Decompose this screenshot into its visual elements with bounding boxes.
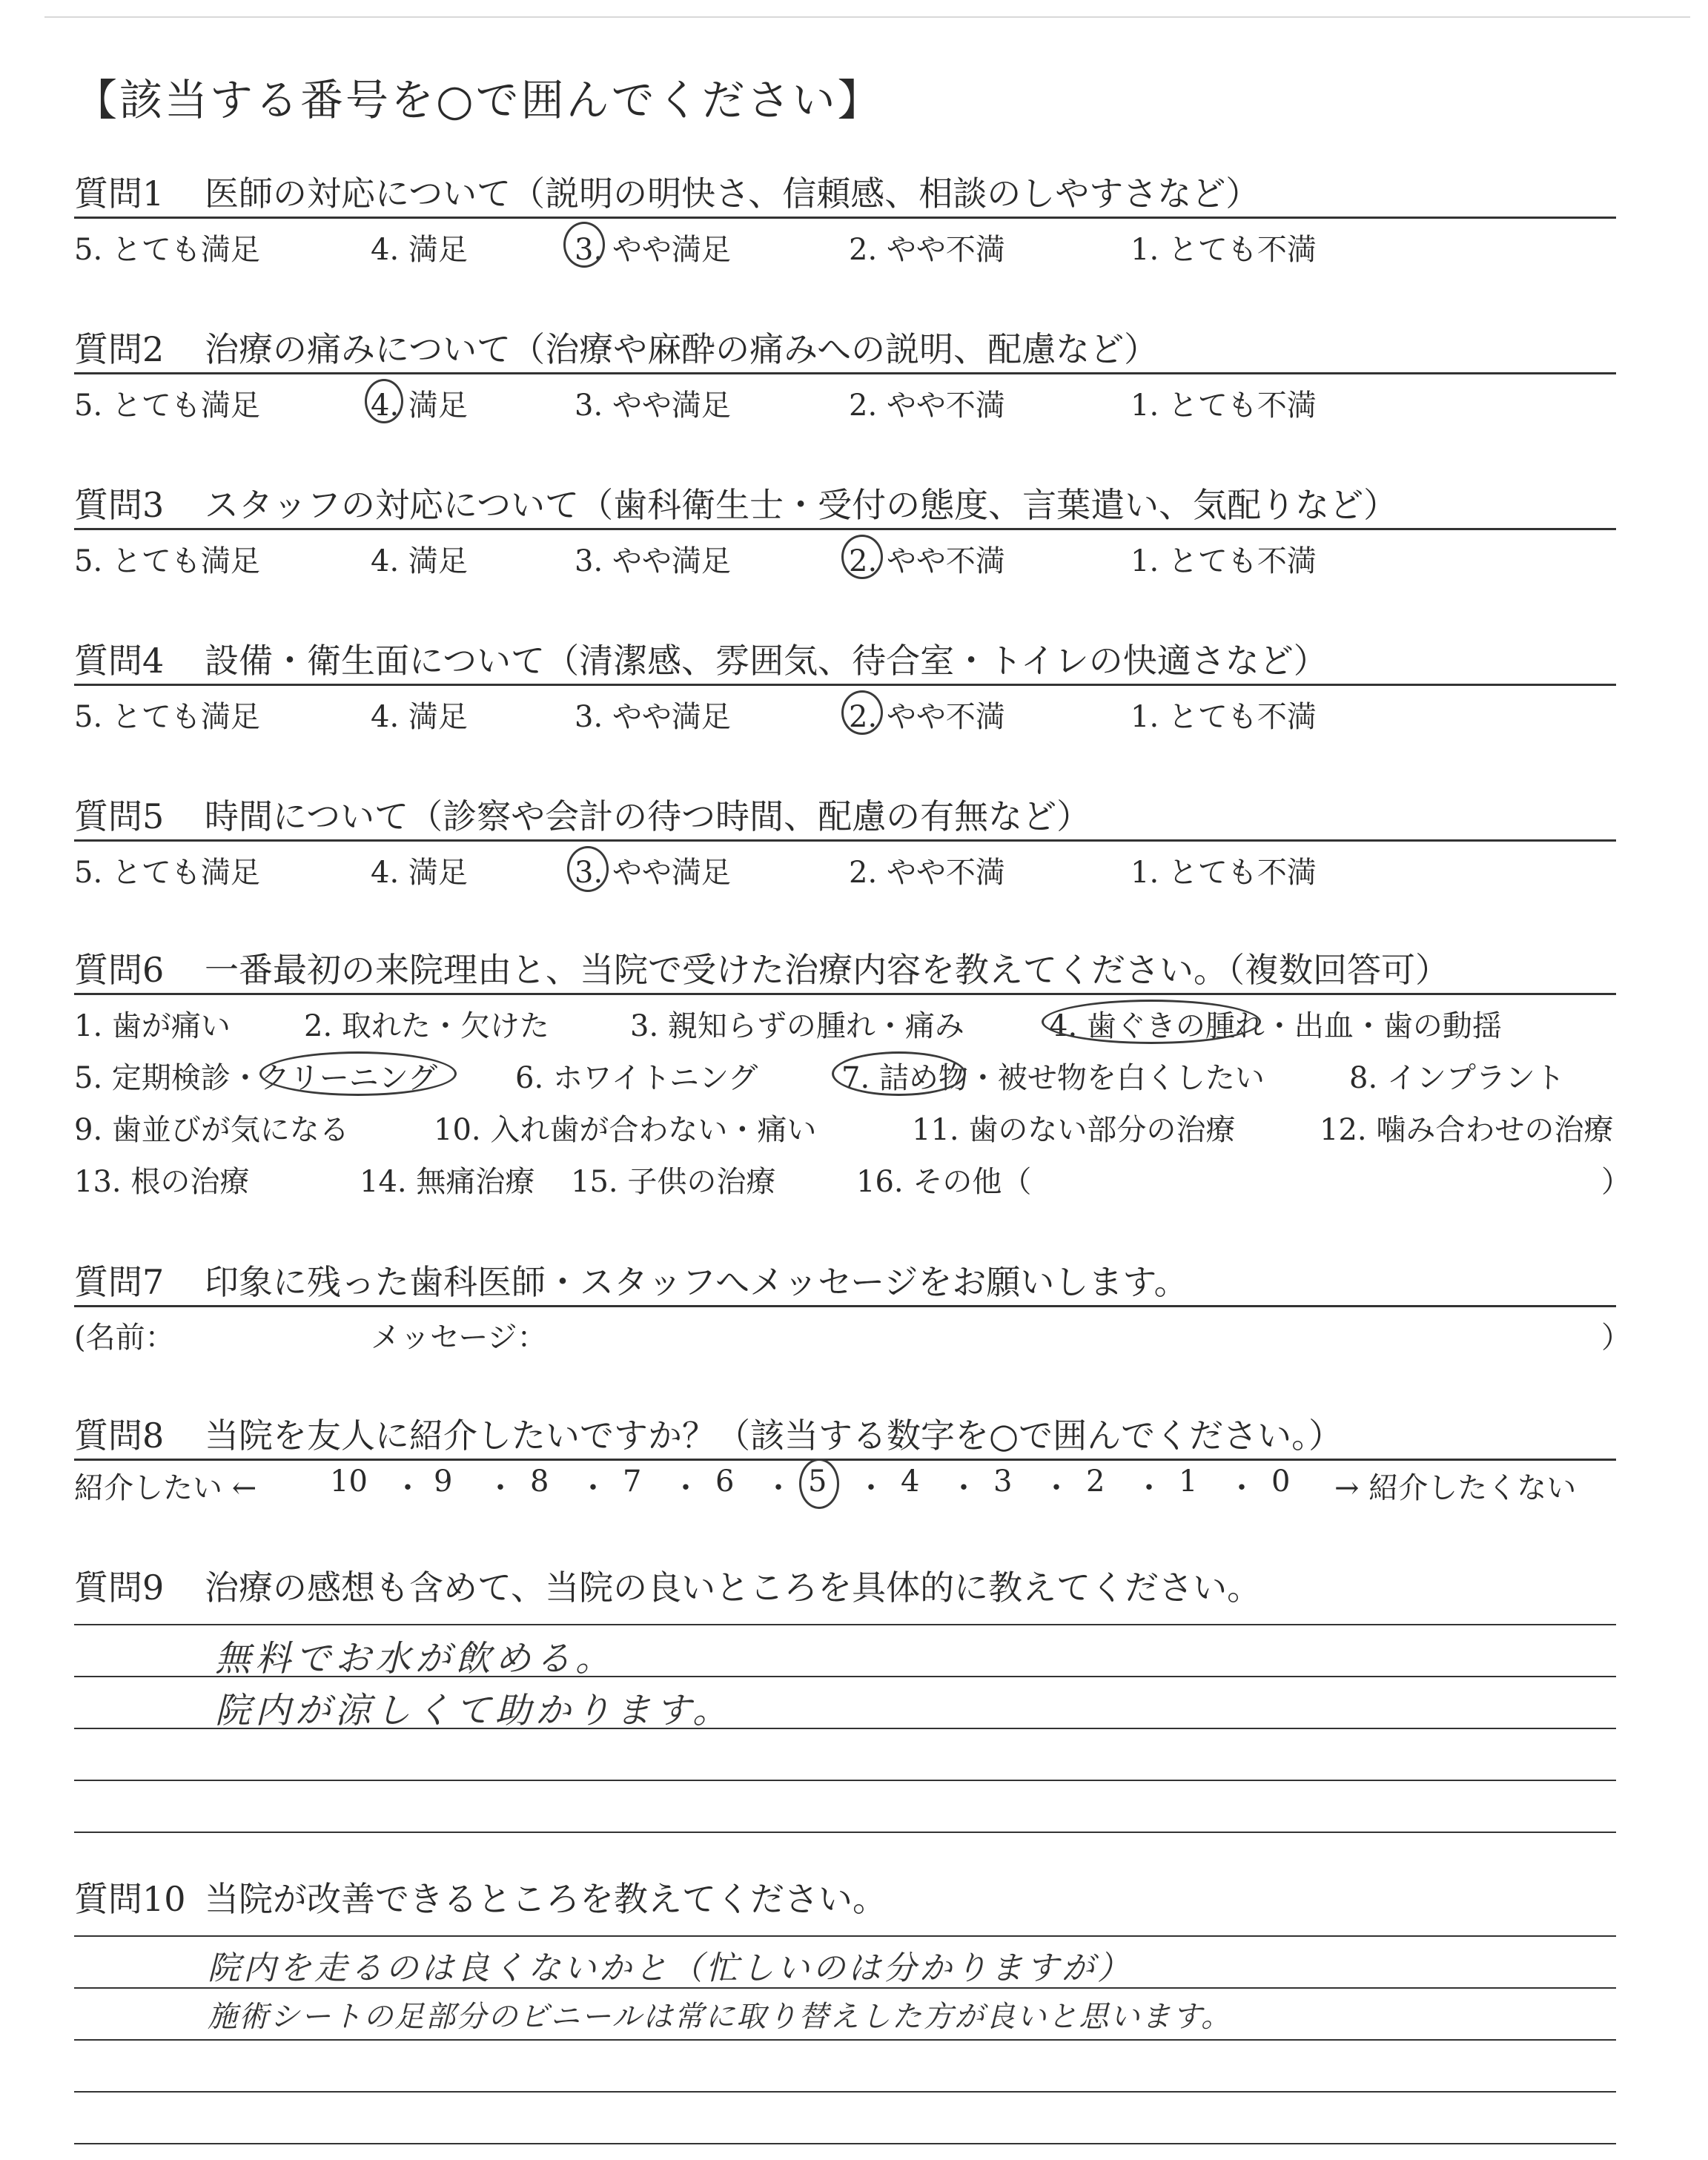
scale-5[interactable]: 5 [808, 1464, 827, 1499]
question-6 [74, 943, 1631, 992]
option-3[interactable]: 3. やや満足 [575, 233, 731, 267]
question-number: 質問2 [74, 329, 165, 369]
reason-9[interactable]: 9. 歯並びが気になる [74, 1113, 349, 1147]
reason-row-2 [74, 1054, 1631, 1097]
handwritten-answer-line: 院内が涼しくて助かります。 [215, 1690, 733, 1731]
reason-12[interactable]: 12. 噛み合わせの治療 [1320, 1113, 1614, 1147]
scale-10[interactable]: 10 [330, 1464, 368, 1499]
answer-circle [841, 690, 883, 735]
scale-sep: ・ [949, 1471, 979, 1505]
scale-sep: ・ [1042, 1471, 1071, 1505]
option-4[interactable]: 4. 満足 [371, 544, 468, 578]
scale-8[interactable]: 8 [530, 1464, 549, 1499]
reason-row-4 [74, 1158, 1631, 1201]
rating-options-1 [74, 226, 1631, 271]
scale-sep: ・ [578, 1471, 608, 1505]
question-number: 質問5 [74, 796, 165, 836]
question-number: 質問3 [74, 485, 165, 525]
question-rule [74, 528, 1616, 530]
scale-sep: ・ [671, 1471, 701, 1505]
name-label: (名前： [74, 1321, 175, 1355]
question-rule [74, 1305, 1616, 1307]
scale-sep: ・ [1134, 1471, 1164, 1505]
option-4[interactable]: 4. 満足 [371, 233, 468, 267]
option-1[interactable]: 1. とても不満 [1131, 700, 1317, 734]
question-number: 質問1 [74, 174, 165, 214]
question-rule [74, 217, 1616, 219]
reason-16[interactable]: 16. その他（ [856, 1165, 1032, 1199]
scale-sep: ・ [856, 1471, 886, 1505]
scale-sep: ・ [486, 1471, 515, 1505]
question-text: 治療の感想も含めて、当院の良いところを具体的に教えてください。 [205, 1568, 1262, 1608]
reason-7[interactable]: 7. 詰め物・被せ物を白くしたい [841, 1061, 1265, 1095]
message-label: メッセージ： [371, 1321, 547, 1355]
answer-circle [832, 1051, 966, 1096]
question-number: 質問8 [74, 1416, 165, 1456]
question-3 [74, 478, 1631, 527]
question-5 [74, 790, 1631, 839]
answer-line [74, 1935, 1616, 1937]
reason-16-close: ） [1601, 1165, 1631, 1199]
option-2[interactable]: 2. やや不満 [849, 233, 1005, 267]
scale-3[interactable]: 3 [993, 1464, 1013, 1499]
reason-11[interactable]: 11. 歯のない部分の治療 [912, 1113, 1236, 1147]
rating-options-2 [74, 382, 1631, 426]
reason-1[interactable]: 1. 歯が痛い [74, 1009, 231, 1043]
option-5[interactable]: 5. とても満足 [74, 700, 260, 734]
answer-circle [841, 535, 883, 579]
answer-line [74, 2091, 1616, 2093]
reason-2[interactable]: 2. 取れた・欠けた [304, 1009, 549, 1043]
reason-10[interactable]: 10. 入れ歯が合わない・痛い [434, 1113, 817, 1147]
option-4[interactable]: 4. 満足 [371, 856, 468, 890]
question-2 [74, 323, 1631, 371]
question-rule [74, 684, 1616, 686]
answer-circle [365, 379, 403, 423]
option-3[interactable]: 3. やや満足 [575, 544, 731, 578]
answer-line [74, 2039, 1616, 2041]
question-number: 質問7 [74, 1262, 165, 1302]
question-text: 時間について（診察や会計の待つ時間、配慮の有無など） [205, 796, 1091, 836]
scale-7[interactable]: 7 [623, 1464, 642, 1499]
question-number: 質問6 [74, 950, 165, 990]
message-row [74, 1314, 1631, 1357]
reason-8[interactable]: 8. インプラント [1349, 1061, 1565, 1095]
answer-circle [259, 1051, 457, 1096]
option-1[interactable]: 1. とても不満 [1131, 856, 1317, 890]
scale-2[interactable]: 2 [1086, 1464, 1105, 1499]
question-number: 質問9 [74, 1568, 165, 1608]
message-close: ） [1601, 1321, 1631, 1355]
option-2[interactable]: 2. やや不満 [849, 700, 1005, 734]
option-1[interactable]: 1. とても不満 [1131, 233, 1317, 267]
question-text: 印象に残った歯科医師・スタッフへメッセージをお願いします。 [205, 1262, 1188, 1302]
handwritten-answer-line: 院内を走るのは良くないかと（忙しいのは分かりますが） [208, 1949, 1133, 1987]
reason-4[interactable]: 4. 歯ぐきの腫れ・出血・歯の動揺 [1049, 1009, 1502, 1043]
option-5[interactable]: 5. とても満足 [74, 856, 260, 890]
top-edge [44, 16, 1690, 18]
question-7 [74, 1255, 1631, 1304]
recommend-scale [74, 1464, 1631, 1509]
scale-4[interactable]: 4 [901, 1464, 920, 1499]
question-10 [74, 1872, 1631, 1921]
answer-line [74, 1832, 1616, 1833]
option-3[interactable]: 3. やや満足 [575, 856, 731, 890]
answer-circle [567, 846, 609, 892]
question-text: 医師の対応について（説明の明快さ、信頼感、相談のしやすさなど） [205, 174, 1260, 214]
question-number: 質問10 [74, 1879, 186, 1919]
reason-row-3 [74, 1106, 1631, 1149]
question-text: 当院を友人に紹介したいですか？（該当する数字を○で囲んでください。） [205, 1416, 1343, 1456]
answer-line [74, 2143, 1616, 2144]
rating-options-3 [74, 538, 1631, 582]
answer-circle [563, 222, 605, 268]
answer-circle [1042, 1000, 1261, 1044]
scale-0[interactable]: 0 [1271, 1464, 1291, 1499]
question-text: 設備・衛生面について（清潔感、雰囲気、待合室・トイレの快適さなど） [205, 641, 1328, 681]
question-rule [74, 993, 1616, 995]
reason-15[interactable]: 15. 子供の治療 [571, 1165, 776, 1199]
question-1 [74, 167, 1631, 216]
rating-options-4 [74, 693, 1631, 738]
handwritten-answer-line: 施術シートの足部分のビニールは常に取り替えした方が良いと思います。 [208, 2000, 1232, 2034]
question-rule [74, 839, 1616, 842]
option-5[interactable]: 5. とても満足 [74, 389, 260, 423]
answer-line [74, 1624, 1616, 1625]
option-2[interactable]: 2. やや不満 [849, 389, 1005, 423]
question-text: 当院が改善できるところを教えてください。 [205, 1879, 887, 1919]
scale-sep: ・ [393, 1471, 423, 1505]
option-2[interactable]: 2. やや不満 [849, 544, 1005, 578]
scale-sep: ・ [764, 1471, 793, 1505]
question-text: 一番最初の来院理由と、当院で受けた治療内容を教えてください。（複数回答可） [205, 950, 1449, 990]
question-9 [74, 1561, 1631, 1610]
question-text: 治療の痛みについて（治療や麻酔の痛みへの説明、配慮など） [205, 329, 1159, 369]
reason-13[interactable]: 13. 根の治療 [74, 1165, 250, 1199]
option-2[interactable]: 2. やや不満 [849, 856, 1005, 890]
reason-3[interactable]: 3. 親知らずの腫れ・痛み [630, 1009, 964, 1043]
handwritten-answer-line: 無料でお水が飲める。 [215, 1638, 616, 1680]
reason-6[interactable]: 6. ホワイトニング [515, 1061, 758, 1095]
option-5[interactable]: 5. とても満足 [74, 544, 260, 578]
scale-9[interactable]: 9 [434, 1464, 453, 1499]
answer-circle [799, 1459, 839, 1509]
option-3[interactable]: 3. やや満足 [575, 700, 731, 734]
question-8 [74, 1409, 1631, 1458]
scale-1[interactable]: 1 [1179, 1464, 1198, 1499]
scale-6[interactable]: 6 [715, 1464, 735, 1499]
question-rule [74, 372, 1616, 374]
question-rule [74, 1459, 1616, 1461]
question-text: スタッフの対応について（歯科衛生士・受付の態度、言葉遣い、気配りなど） [205, 485, 1398, 525]
reason-row-1 [74, 1003, 1631, 1046]
scale-sep: ・ [1227, 1471, 1257, 1505]
option-4[interactable]: 4. 満足 [371, 700, 468, 734]
option-1[interactable]: 1. とても不満 [1131, 544, 1317, 578]
reason-14[interactable]: 14. 無痛治療 [360, 1165, 535, 1199]
question-number: 質問4 [74, 641, 165, 681]
scale-left-label: 紹介したい ← [74, 1471, 257, 1505]
option-1[interactable]: 1. とても不満 [1131, 389, 1317, 423]
answer-line [74, 1780, 1616, 1781]
reason-5[interactable]: 5. 定期検診・クリーニング [74, 1061, 438, 1095]
rating-options-5 [74, 849, 1631, 894]
scale-right-label: → 紹介したくない [1334, 1471, 1577, 1505]
option-4[interactable]: 4. 満足 [371, 389, 468, 423]
option-3[interactable]: 3. やや満足 [575, 389, 731, 423]
page-title: 【該当する番号を○で囲んでください】 [74, 75, 883, 125]
option-5[interactable]: 5. とても満足 [74, 233, 260, 267]
question-4 [74, 634, 1631, 683]
